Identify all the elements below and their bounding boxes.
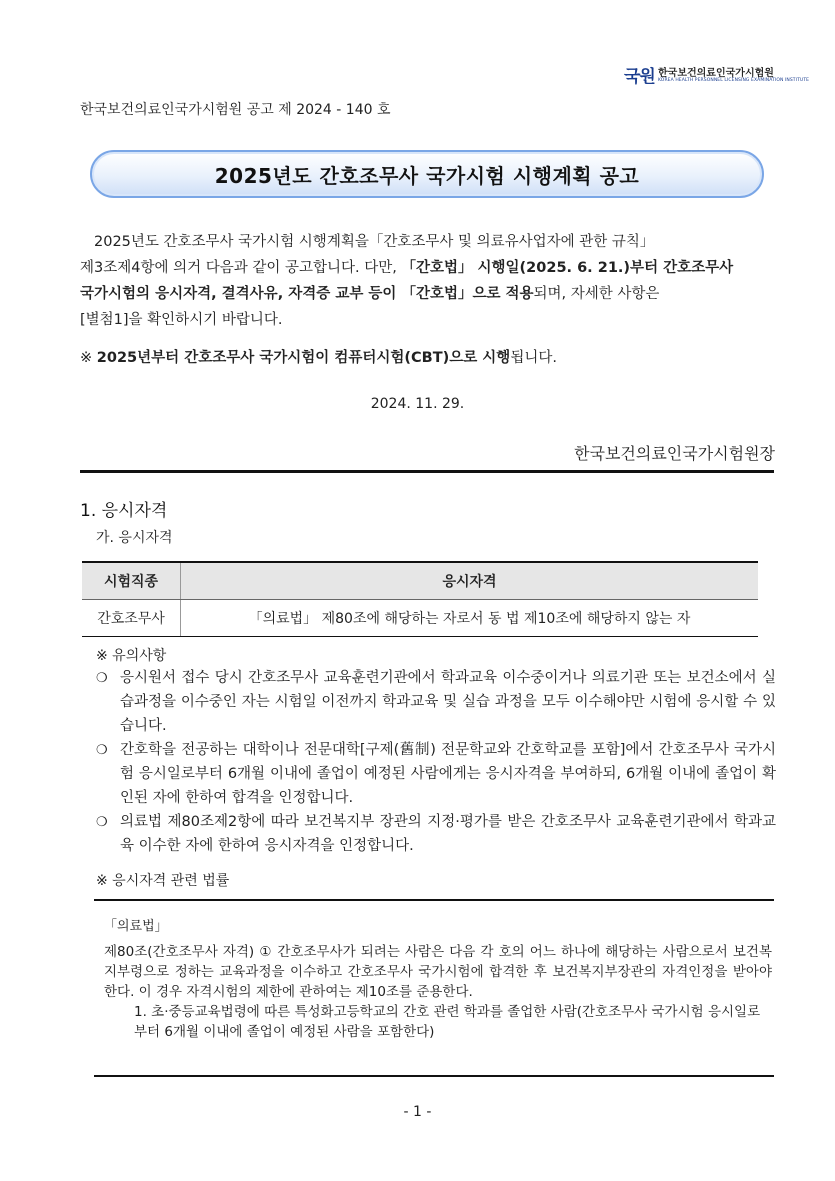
qualification-table — [82, 561, 758, 637]
notes-heading: ※ 유의사항 — [96, 648, 167, 664]
cbt-notice: ※ 2025년부터 간호조무사 국가시험이 컴퓨터시험(CBT)으로 시행됩니다. — [80, 350, 557, 366]
notes-list — [96, 666, 776, 858]
issuer: 한국보건의료인국가시험원장 — [574, 444, 775, 463]
logo-name: 한국보건의료인국가시험원 — [658, 68, 774, 79]
law-body — [104, 942, 772, 1042]
table-header-row — [82, 562, 758, 600]
law-article: 제80조(간호조무사 자격) ① 간호조무사가 되려는 사람은 다음 각 호의 어느 하나에 해당하는 사람으로서 보건복지부령으로 정하는 교육과정을 이수하고 간호조무사 국가시험에 합격한 후 보건복지부장관의 자격인정을 받아야 한다. 이 경우 자격시험의 제한에 관하여는 제10조를 준용한다. — [104, 944, 772, 1000]
list-item: ❍ 응시원서 접수 당시 간호조무사 교육훈련기관에서 학과교육 이수중이거나 의료기관 또는 보건소에서 실습과정을 이수중인 자는 시험일 이전까지 학과교육 및 실습 과정을 모두 이수해야만 시험에 응시할 수 있습니다. — [96, 666, 776, 738]
list-item: ❍ 의료법 제80조제2항에 따라 보건복지부 장관의 지정·평가를 받은 간호조무사 교육훈련기관에서 학과교육 이수한 자에 한하여 응시자격을 인정합니다. — [96, 810, 776, 858]
law-item: 1. 초·중등교육법령에 따른 특성화고등학교의 간호 관련 학과를 졸업한 사람(간호조무사 국가시험 응시일로부터 6개월 이내에 졸업이 예정된 사람을 포함한다) — [134, 1004, 761, 1040]
logo-mark: 국원 — [624, 67, 655, 87]
notice-number: 한국보건의료인국가시험원 공고 제 2024 - 140 호 — [80, 102, 391, 118]
table-cell: 간호조무사 — [82, 600, 181, 637]
intro-paragraph — [80, 229, 775, 333]
subsection-heading: 가. 응시자격 — [96, 530, 173, 546]
title-banner — [90, 150, 764, 198]
intro-line-3: 국가시험의 응시자격, 결격사유, 자격증 교부 등이 「간호법」으로 적용되며, 자세한 사항은 — [80, 286, 660, 302]
law-title: 「의료법」 — [104, 919, 168, 934]
logo-subtitle: KOREA HEALTH PERSONNEL LICENSING EXAMINATION INSTITUTE — [658, 78, 810, 83]
intro-line-4: [별첨1]을 확인하시기 바랍니다. — [80, 312, 283, 328]
table-cell: 「의료법」 제80조에 해당하는 자로서 동 법 제10조에 해당하지 않는 자 — [181, 600, 759, 637]
institute-logo — [624, 60, 810, 92]
list-item: ❍ 간호학을 전공하는 대학이나 전문대학[구제(舊制) 전문학교와 간호학교를 포함]에서 간호조무사 국가시험 응시일로부터 6개월 이내에 졸업이 예정된 사람에게는 응시자격을 부여하되, 6개월 이내에 졸업이 확인된 자에 한하여 합격을 인정합니다. — [96, 738, 776, 810]
page-number: - 1 - — [403, 1104, 432, 1120]
page-title: 2025년도 간호조무사 국가시험 시행계획 공고 — [214, 163, 640, 188]
table-row — [82, 600, 758, 637]
section-heading: 1. 응시자격 — [80, 501, 168, 521]
notice-date: 2024. 11. 29. — [370, 396, 465, 412]
divider — [80, 470, 774, 473]
table-header: 시험직종 — [82, 562, 181, 600]
bullet-circle-icon: ❍ — [96, 743, 108, 758]
bullet-circle-icon: ❍ — [96, 671, 108, 686]
bullet-circle-icon: ❍ — [96, 815, 108, 830]
table-header: 응시자격 — [181, 562, 759, 600]
intro-line-1: 2025년도 간호조무사 국가시험 시행계획을「간호조무사 및 의료유사업자에 관한 규칙」 — [94, 234, 655, 250]
intro-line-2: 제3조제4항에 의거 다음과 같이 공고합니다. 다만, 「간호법」 시행일(2025. 6. 21.)부터 간호조무사 — [80, 260, 734, 276]
law-heading: ※ 응시자격 관련 법률 — [96, 873, 230, 889]
